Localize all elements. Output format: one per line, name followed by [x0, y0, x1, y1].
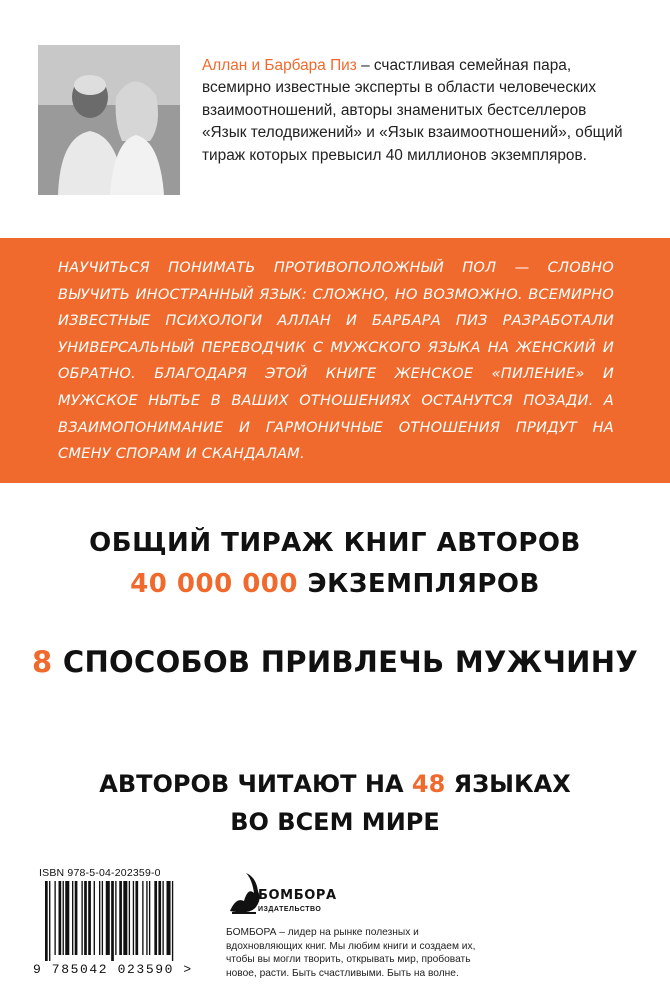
- barcode-bar: [172, 881, 173, 961]
- barcode-bar: [63, 881, 64, 955]
- headline-languages: [0, 770, 670, 798]
- barcode-bar: [65, 881, 69, 955]
- barcode-bar: [49, 881, 50, 961]
- barcode-bar: [94, 881, 95, 955]
- headline-total-print-run: ОБЩИЙ ТИРАЖ КНИГ АВТОРОВ: [89, 528, 581, 558]
- barcode-bar: [149, 881, 150, 955]
- book-description: НАУЧИТЬСЯ ПОНИМАТЬ ПРОТИВОПОЛОЖНЫЙ ПОЛ — СЛОВНО ВЫУЧИТЬ ИНОСТРАННЫЙ ЯЗЫК: СЛОЖНО, НО ВОЗМОЖНО. ВСЕМИРНО ИЗВЕСТНЫЕ ПСИХОЛОГИ АЛЛАН И БАРБАРА ПИЗ РАЗРАБОТАЛИ УНИВЕРСАЛЬНЫЙ ПЕРЕВОДЧИК С МУЖСКОГО ЯЗЫКА НА ЖЕНСКИЙ И ОБРАТНО. БЛАГОДАРЯ ЭТОЙ КНИГЕ ЖЕНСКОЕ «ПИЛЕНИЕ» И МУЖСКОЕ НЫТЬЕ В ВАШИХ ОТНОШЕНИЯХ ОСТАНУТСЯ ПОЗАДИ. А ВЗАИМОПОНИМАНИЕ И ГАРМОНИЧНЫЕ ОТНОШЕНИЯ ПРИДУТ НА СМЕНУ СПОРАМ И СКАНДАЛАМ.: [58, 259, 614, 463]
- headline-ways: [0, 645, 670, 679]
- ways-number: 8: [32, 645, 53, 679]
- barcode-bar: [45, 881, 48, 961]
- barcode-bar: [119, 881, 122, 955]
- barcode-bar: [129, 881, 130, 955]
- barcode-bar: [54, 881, 55, 955]
- barcode-bar: [142, 881, 143, 955]
- headline-copies: [0, 569, 670, 599]
- barcode-image: [33, 881, 209, 961]
- languages-start: АВТОРОВ ЧИТАЮТ НА: [99, 770, 412, 798]
- barcode-bar: [123, 881, 127, 955]
- author-photo: [38, 45, 180, 195]
- barcode-bar: [75, 881, 78, 955]
- ways-label: СПОСОБОВ ПРИВЛЕЧЬ МУЖЧИНУ: [52, 645, 638, 679]
- author-bio-text: – счастливая семейная пара, всемирно известные эксперты в области человеческих взаимоотношений, авторы знаменитых бестселлеров «Язык телодвижений» и «Язык взаимоотношений», общий тираж которых превысил 40 миллионов экземпляров.: [202, 57, 623, 164]
- publisher-subtitle: ИЗДАТЕЛЬСТВО: [258, 906, 322, 913]
- barcode-block: [33, 867, 209, 979]
- languages-number: 48: [411, 770, 446, 798]
- publisher-name: БОМБОРА: [258, 888, 337, 903]
- author-names: Аллан и Барбара Пиз: [202, 57, 357, 74]
- barcode-bar: [135, 881, 138, 955]
- languages-end: ЯЗЫКАХ: [445, 770, 571, 798]
- author-block: [0, 0, 670, 240]
- barcode-bar: [88, 881, 91, 955]
- barcode-bar: [133, 881, 134, 955]
- author-photo-image: [38, 45, 180, 195]
- copies-number: 40 000 000: [130, 569, 298, 599]
- barcode-bar: [99, 881, 100, 955]
- barcode-bar: [158, 881, 161, 955]
- barcode-bar: [115, 881, 116, 955]
- barcode-bar: [146, 881, 147, 955]
- barcode-bar: [59, 881, 62, 955]
- barcode-bar: [81, 881, 82, 955]
- barcode-bar: [162, 881, 163, 955]
- headline-worldwide: ВО ВСЕМ МИРЕ: [230, 808, 440, 836]
- copies-label: ЭКЗЕМПЛЯРОВ: [298, 569, 540, 599]
- author-bio: [202, 55, 632, 167]
- publisher-description: БОМБОРА – лидер на рынке полезных и вдохновляющих книг. Мы любим книги и создаем их, чтобы вы могли творить, открывать мир, пробовать новое, расти. Быть счастливыми. Быть на волне.: [226, 927, 476, 979]
- barcode-bar: [72, 881, 73, 955]
- barcode-bar: [111, 881, 114, 961]
- barcode-bar: [84, 881, 87, 955]
- barcode-digits: 9 785042 023590 >: [33, 962, 193, 977]
- barcode-bar: [102, 881, 103, 955]
- barcode-bar: [167, 881, 171, 955]
- barcode-bar: [154, 881, 157, 955]
- isbn-text: ISBN 978-5-04-202359-0: [39, 867, 161, 879]
- barcode-bar: [106, 881, 110, 955]
